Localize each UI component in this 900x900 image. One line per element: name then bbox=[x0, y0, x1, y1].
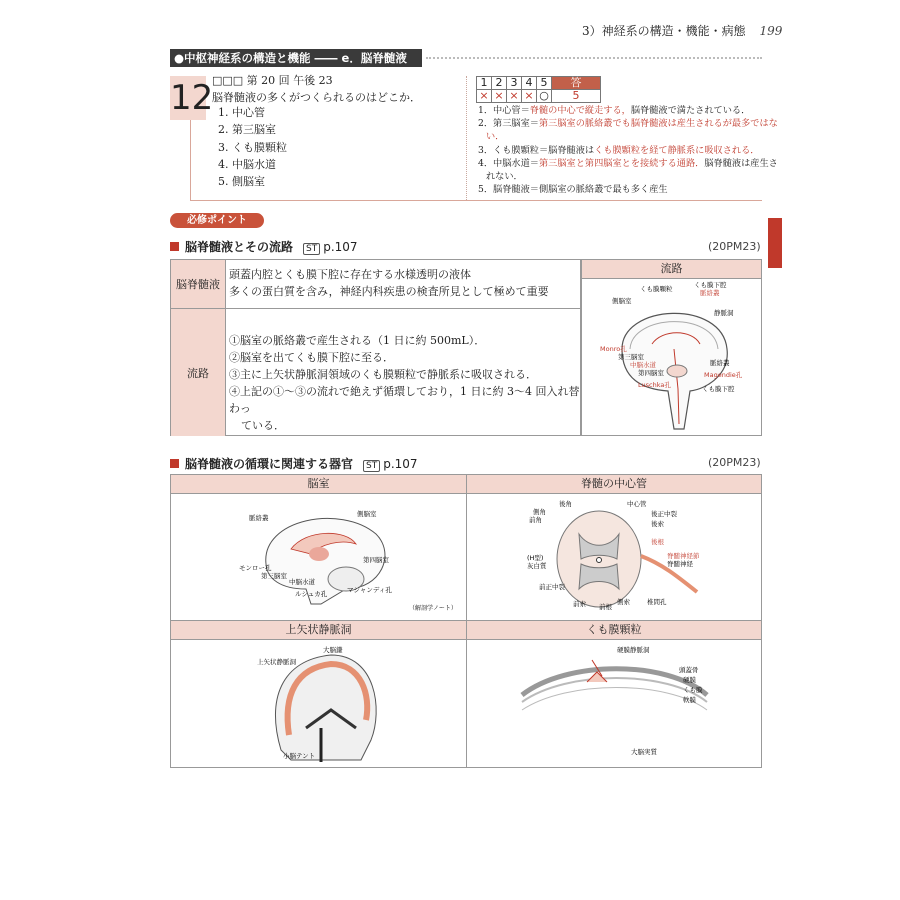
svg-text:第三脳室: 第三脳室 bbox=[618, 353, 644, 361]
svg-text:静脈洞: 静脈洞 bbox=[714, 309, 734, 317]
panel-title: 脳室 bbox=[171, 475, 466, 494]
arachnoid-granulation-panel bbox=[467, 621, 761, 767]
svg-text:前正中裂: 前正中裂 bbox=[539, 583, 565, 591]
explanation-line: 5．脳脊髄液＝側脳室の脈絡叢で最も多く産生 bbox=[478, 184, 668, 196]
svg-text:灰白質: 灰白質 bbox=[527, 562, 547, 570]
textbook-ref-icon: ST bbox=[363, 460, 380, 472]
square-bullet-icon bbox=[170, 459, 179, 468]
svg-text:第四脳室: 第四脳室 bbox=[363, 556, 389, 564]
svg-text:くも膜: くも膜 bbox=[683, 686, 703, 694]
ventricle-panel bbox=[171, 475, 467, 621]
grid-mark: × bbox=[492, 90, 507, 103]
svg-text:くも膜顆粒: くも膜顆粒 bbox=[640, 285, 673, 293]
choice-item: 3. くも膜顆粒 bbox=[218, 140, 287, 154]
svg-text:軟膜: 軟膜 bbox=[683, 696, 696, 704]
flow-description: ①脳室の脈絡叢で産生される（1 日に約 500mL）． ②脳室を出てくも膜下腔に至る． ③主に上矢状静脈洞領域のくも膜顆粒で静脈系に吸収される． ④上記の①～③の流れで絶えず循環しており，1 日に約 3～4 回入れ替わっ ている． bbox=[229, 334, 580, 432]
svg-text:後正中裂: 後正中裂 bbox=[651, 510, 677, 518]
svg-text:後角: 後角 bbox=[559, 500, 572, 508]
csf-description: 頭蓋内腔とくも膜下腔に存在する水様透明の液体 多くの蛋白質を含み，神経内科疾患の検査所見として極めて重要 bbox=[229, 268, 549, 298]
panel-title: 脊髄の中心管 bbox=[467, 475, 761, 494]
panel-title: 上矢状静脈洞 bbox=[171, 621, 466, 640]
question-meta: □□□ 第 20 回 午後 23 bbox=[212, 74, 333, 87]
page-number: 199 bbox=[759, 24, 783, 38]
subsection-heading: 脳脊髄液とその流路 ST p.107 bbox=[170, 238, 358, 255]
svg-text:後索: 後索 bbox=[651, 520, 664, 528]
choice-item: 5. 側脳室 bbox=[218, 175, 265, 189]
grid-mark: ○ bbox=[537, 90, 552, 103]
svg-text:第四脳室: 第四脳室 bbox=[638, 369, 664, 377]
explanation-line: 1．中心管＝脊髄の中心で縦走する，脳脊髄液で満たされている． bbox=[478, 105, 751, 116]
explanation-list bbox=[478, 104, 778, 196]
svg-text:第三脳室: 第三脳室 bbox=[261, 572, 287, 580]
svg-text:頭蓋骨: 頭蓋骨 bbox=[679, 666, 699, 674]
explanation-line: れない． bbox=[486, 171, 523, 183]
svg-text:硬膜: 硬膜 bbox=[683, 676, 696, 684]
subsection-heading: 脳脊髄液の循環に関連する器官 ST p.107 bbox=[170, 455, 418, 472]
svg-text:側索: 側索 bbox=[617, 598, 630, 606]
flow-diagram-panel bbox=[581, 259, 762, 436]
section-title: ●中枢神経系の構造と機能 ―― e．脳脊髄液 bbox=[170, 49, 422, 67]
running-title: 3）神経系の構造・機能・病態 bbox=[582, 24, 746, 38]
grid-mark: × bbox=[522, 90, 537, 103]
question-text: 脳脊髄液の多くがつくられるのはどこか． bbox=[212, 91, 421, 104]
row-label-flow: 流路 bbox=[171, 309, 226, 436]
svg-text:硬膜静脈洞: 硬膜静脈洞 bbox=[617, 646, 650, 654]
sagittal-sinus-panel bbox=[171, 621, 467, 767]
choice-item: 2. 第三脳室 bbox=[218, 123, 276, 137]
svg-text:中脳水道: 中脳水道 bbox=[630, 361, 656, 369]
svg-text:脈絡叢: 脈絡叢 bbox=[710, 359, 730, 367]
running-header bbox=[582, 22, 782, 39]
textbook-ref-icon: ST bbox=[303, 243, 320, 255]
svg-text:前索: 前索 bbox=[573, 600, 586, 608]
svg-text:中脳水道: 中脳水道 bbox=[289, 578, 315, 586]
spinal-canal-panel bbox=[467, 475, 761, 621]
explanation-line: 2．第三脳室＝第三脳室の脈絡叢でも脳脊髄液は産生されるが最多ではな bbox=[478, 118, 778, 130]
sagittal-sinus-diagram bbox=[171, 640, 465, 766]
svg-text:上矢状静脈洞: 上矢状静脈洞 bbox=[257, 658, 296, 666]
ventricle-diagram bbox=[171, 494, 465, 620]
grid-answer: 5 bbox=[552, 90, 601, 103]
svg-text:小脳テント: 小脳テント bbox=[283, 752, 316, 760]
grid-head: 5 bbox=[537, 77, 552, 90]
key-points-badge: 必修ポイント bbox=[170, 213, 264, 228]
svg-text:中心管: 中心管 bbox=[627, 500, 647, 508]
answer-grid bbox=[476, 76, 601, 103]
grid-answer-head: 答 bbox=[552, 77, 601, 90]
svg-text:前角: 前角 bbox=[529, 516, 542, 524]
choice-item: 4. 中脳水道 bbox=[218, 157, 276, 171]
svg-text:大脳実質: 大脳実質 bbox=[631, 748, 657, 756]
exam-code: (20PM23) bbox=[708, 240, 761, 253]
choice-list bbox=[218, 104, 287, 190]
question-number: 12 bbox=[170, 78, 214, 118]
svg-text:Luschka孔: Luschka孔 bbox=[638, 381, 671, 389]
spinal-cord-diagram bbox=[467, 494, 761, 620]
svg-text:脊髄神経: 脊髄神経 bbox=[667, 560, 693, 568]
svg-text:前根: 前根 bbox=[599, 603, 612, 611]
csf-flow-diagram bbox=[582, 279, 761, 436]
page-ref: p.107 bbox=[323, 240, 358, 254]
svg-text:Monro孔: Monro孔 bbox=[600, 345, 627, 353]
svg-text:後根: 後根 bbox=[651, 538, 664, 546]
svg-text:マジャンディ孔: マジャンディ孔 bbox=[347, 586, 392, 594]
chapter-side-tab bbox=[768, 218, 782, 268]
grid-head: 2 bbox=[492, 77, 507, 90]
svg-text:くも膜下腔: くも膜下腔 bbox=[702, 385, 735, 393]
question-bottom-rule bbox=[190, 200, 762, 201]
svg-text:モンロー孔: モンロー孔 bbox=[239, 564, 272, 572]
explanation-line: い． bbox=[486, 131, 505, 143]
svg-text:椎間孔: 椎間孔 bbox=[647, 598, 667, 606]
section-divider bbox=[426, 57, 762, 59]
grid-head: 3 bbox=[507, 77, 522, 90]
svg-text:ルシュカ孔: ルシュカ孔 bbox=[295, 590, 328, 598]
panel-title: 流路 bbox=[582, 260, 761, 279]
question-divider bbox=[466, 76, 467, 200]
svg-text:脊髄神経節: 脊髄神経節 bbox=[667, 552, 700, 560]
svg-text:側脳室: 側脳室 bbox=[612, 297, 632, 305]
choice-item: 1. 中心管 bbox=[218, 106, 265, 119]
svg-text:(H型): (H型) bbox=[527, 554, 544, 562]
arachnoid-granulation-diagram bbox=[467, 640, 761, 766]
explanation-line: 3．くも膜顆粒＝脳脊髄液はくも膜顆粒を経て静脈系に吸収される． bbox=[478, 144, 760, 156]
svg-text:脈絡叢: 脈絡叢 bbox=[700, 289, 720, 297]
svg-text:Magendie孔: Magendie孔 bbox=[704, 371, 743, 379]
grid-mark: × bbox=[477, 90, 492, 103]
panel-title: くも膜顆粒 bbox=[467, 621, 761, 640]
grid-mark: × bbox=[507, 90, 522, 103]
square-bullet-icon bbox=[170, 242, 179, 251]
svg-text:（解剖学ノート）: （解剖学ノート） bbox=[409, 605, 457, 612]
grid-head: 1 bbox=[477, 77, 492, 90]
csf-table bbox=[170, 259, 581, 436]
grid-head: 4 bbox=[522, 77, 537, 90]
svg-text:大脳鎌: 大脳鎌 bbox=[323, 646, 343, 654]
svg-text:脈絡叢: 脈絡叢 bbox=[249, 514, 269, 522]
svg-text:くも膜下腔: くも膜下腔 bbox=[694, 281, 727, 289]
exam-code: (20PM23) bbox=[708, 456, 761, 469]
page-ref: p.107 bbox=[383, 457, 418, 471]
row-label-csf: 脳脊髄液 bbox=[171, 260, 226, 309]
svg-text:側角: 側角 bbox=[533, 508, 546, 516]
explanation-line: 4．中脳水道＝第三脳室と第四脳室とを接続する通路．脳脊髄液は産生さ bbox=[478, 157, 778, 169]
organ-diagram-grid bbox=[170, 474, 762, 768]
svg-text:側脳室: 側脳室 bbox=[357, 510, 377, 518]
